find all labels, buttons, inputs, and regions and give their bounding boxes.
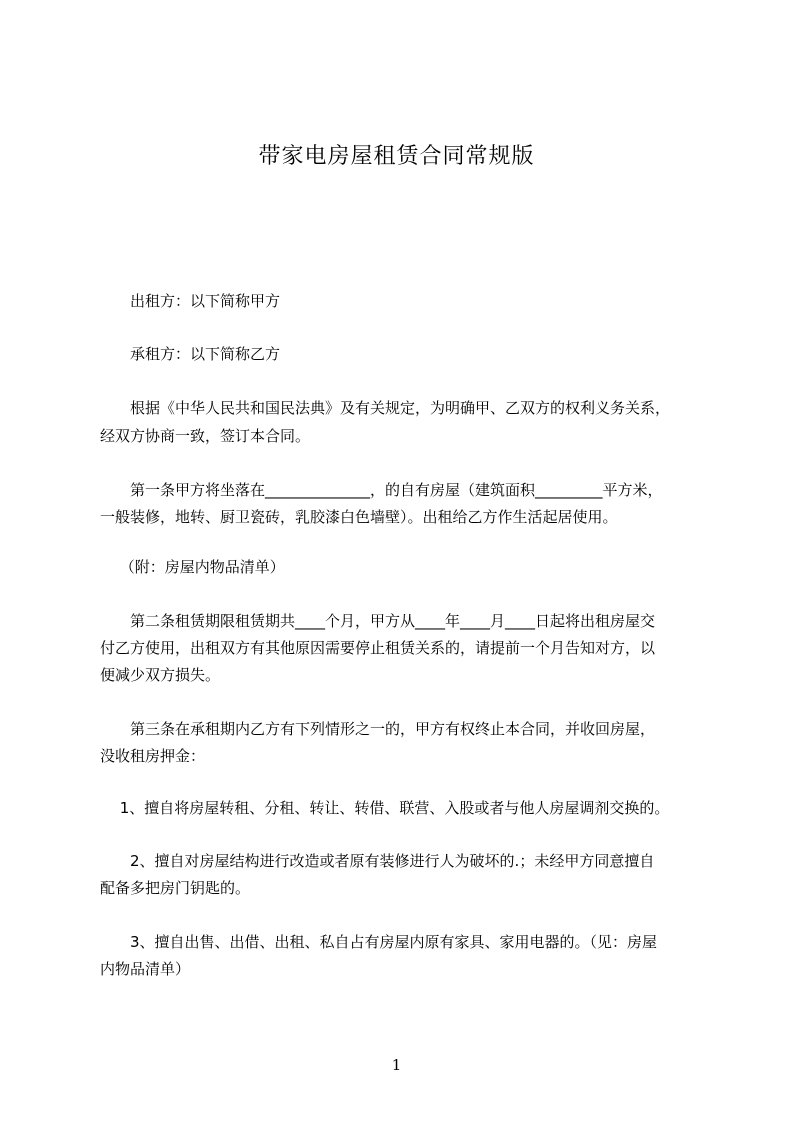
article-2-line-3: 便减少双方损失。 <box>100 666 221 684</box>
article-3-line-1: 第三条在承租期内乙方有下列情形之一的，甲方有权终止本合同，并收回房屋， <box>100 720 656 738</box>
clause-3-line-1: 3、擅自出售、出借、出租、私自占有房屋内原有家具、家用电器的。（见：房屋 <box>100 933 658 951</box>
article-3-line-2: 没收租房押金： <box>100 747 206 765</box>
preamble-line-2: 经双方协商一致，签订本合同。 <box>100 427 311 445</box>
lessee-line: 承租方：以下简称乙方 <box>100 345 281 363</box>
preamble-line-1: 根据《中华人民共和国民法典》及有关规定，为明确甲、乙双方的权利义务关系， <box>100 399 671 417</box>
clause-2-line-2: 配备多把房门钥匙的。 <box>100 879 251 897</box>
clause-3-line-2: 内物品清单） <box>100 960 191 978</box>
clause-2-line-1: 2、擅自对房屋结构进行改造或者原有装修进行人为破坏的.；未经甲方同意擅自 <box>100 852 655 870</box>
document-title: 带家电房屋租赁合同常规版 <box>258 144 535 169</box>
attachment-note: （附：房屋内物品清单） <box>100 558 285 576</box>
article-1-line-2: 一般装修，地转、厨卫瓷砖，乳胶漆白色墙壁）。出租给乙方作生活起居使用。 <box>100 508 618 526</box>
page-number: 1 <box>391 1056 402 1074</box>
article-2-line-1: 第二条租赁期限租赁期共____个月，甲方从____年____月____日起将出租房屋交 <box>100 612 656 630</box>
article-2-line-2: 付乙方使用，出租双方有其他原因需要停止租赁关系的，请提前一个月告知对方，以 <box>100 639 656 657</box>
article-1-line-1: 第一条甲方将坐落在______________，的自有房屋（建筑面积_________平方米， <box>100 481 663 499</box>
lessor-line: 出租方：以下简称甲方 <box>100 292 281 310</box>
clause-1-line-1: 1、擅自将房屋转租、分租、转让、转借、联营、入股或者与他人房屋调剂交换的。 <box>100 799 670 817</box>
